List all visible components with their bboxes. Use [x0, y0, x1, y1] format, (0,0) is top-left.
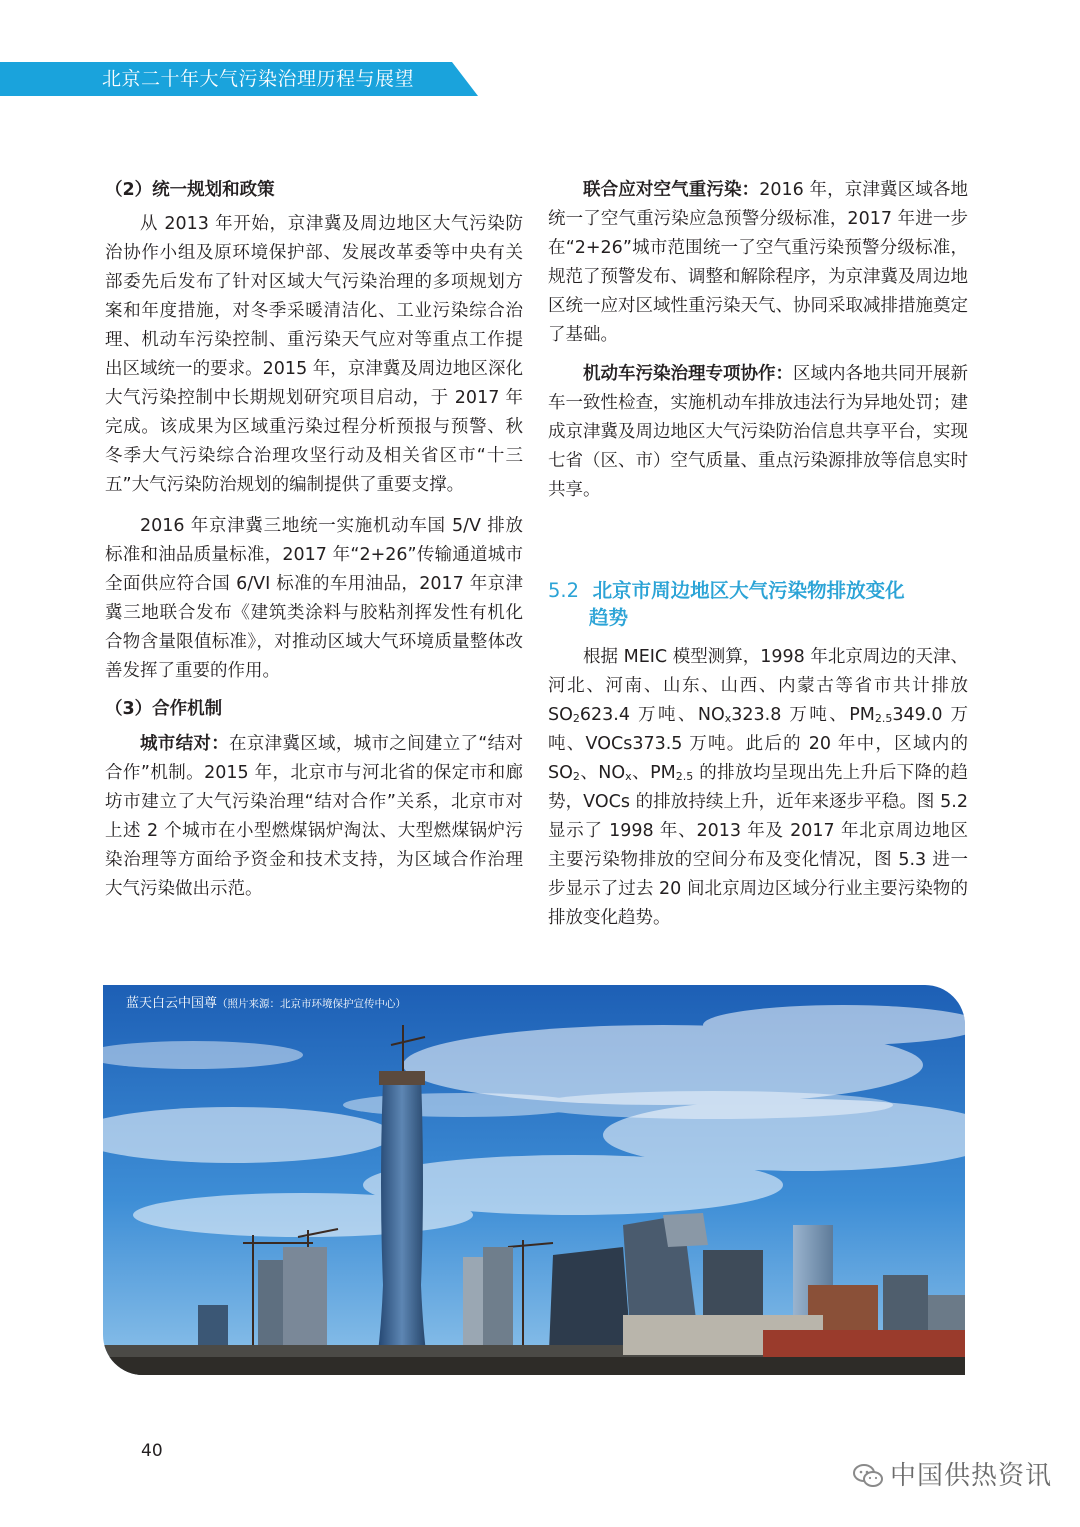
- skyline-photo: [103, 985, 965, 1375]
- watermark-text: 中国供热资讯: [890, 1461, 1053, 1491]
- paragraph-body: 区域内各地共同开展新车一致性检查，实施机动车排放违法行为异地处罚；建成京津冀及周边地区大气污染防治信息共享平台，实现七省（区、市）空气质量、重点污染源排放等信息实时共享。: [548, 364, 968, 500]
- paragraph-lead: 联合应对空气重污染：: [583, 180, 760, 200]
- subscript: x: [724, 712, 732, 725]
- text-run: 349.0 万吨、VOCs373.5 万吨。此后的 20 年中，区域内的 SO: [548, 705, 968, 783]
- paragraph-body: 2016 年，京津冀区域各地统一了空气重污染应急预警分级标准，2017 年进一步在“2+26”城市范围统一了空气重污染预警分级标准，规范了预警发布、调整和解除程序，为京津冀及周边地区统一应对区域性重污染天气、协同采取减排措施奠定了基础。: [548, 180, 968, 345]
- paragraph: [548, 176, 968, 350]
- section-heading: [548, 577, 968, 604]
- subscript: 2: [572, 712, 580, 725]
- text-run: 根据 MEIC 模型测算，1998 年北京周边的天津、河北、河南、山东、山西、内蒙古等省市共计排放 SO: [548, 647, 968, 725]
- watermark: [852, 1460, 1052, 1492]
- text-run: 、NO: [579, 763, 626, 783]
- text-run: 623.4 万吨、NO: [579, 705, 725, 725]
- subscript: 2: [572, 770, 580, 783]
- subscript: x: [625, 770, 632, 783]
- caption-source: （照片来源：北京市环境保护宣传中心）: [217, 998, 407, 1010]
- photo-caption: [126, 995, 406, 1013]
- section-title: 北京市周边地区大气污染物排放变化: [592, 579, 905, 602]
- page-number: 40: [141, 1441, 163, 1461]
- left-column: [105, 176, 523, 904]
- wechat-icon: [852, 1463, 884, 1489]
- skyline-illustration: [103, 985, 965, 1375]
- right-column: [548, 176, 968, 933]
- paragraph: 2016 年京津冀三地统一实施机动车国 5/V 排放标准和油品质量标准，2017 年“2+26”传输通道城市全面供应符合国 6/VI 标准的车用油品，2017 年京津冀三地联合发布《建筑类涂料与胶粘剂挥发性有机化合物含量限值标准》，对推动区域大气环境质量整体改善发挥了重要的作用。: [105, 516, 523, 681]
- caption-title: 蓝天白云中国尊: [126, 996, 218, 1011]
- paragraph: [548, 643, 968, 933]
- paragraph: 从 2013 年开始，京津冀及周边地区大气污染防治协作小组及原环境保护部、发展改革委等中央有关部委先后发布了针对区域大气污染治理的多项规划方案和年度措施，对冬季采暖清洁化、工业污染综合治理、机动车污染控制、重污染天气应对等重点工作提出区域统一的要求。2015 年，京津冀及周边地区深化大气污染控制中长期规划研究项目启动，于 2017 年完成。该成果为区域重污染过程分析预报与预警、秋冬季大气污染综合治理攻坚行动及相关省区市“十三五”大气污染防治规划的编制提供了重要支撑。: [105, 214, 523, 495]
- subscript: 2.5: [874, 712, 893, 725]
- text-run: 323.8 万吨、PM: [731, 705, 875, 725]
- subsection-title-unified-planning: （2）统一规划和政策: [105, 180, 275, 200]
- header-title: 北京二十年大气污染治理历程与展望: [102, 68, 415, 90]
- paragraph-lead: 机动车污染治理专项协作：: [583, 364, 793, 384]
- section-heading-continued: 趋势: [589, 606, 629, 629]
- paragraph-body: 在京津冀区域，城市之间建立了“结对合作”机制。2015 年，北京市与河北省的保定市和廊坊市建立了大气污染治理“结对合作”关系，北京市对上述 2 个城市在小型燃煤锅炉淘汰、大型燃煤锅炉污染治理等方面给予资金和技术支持，为区域合作治理大气污染做出示范。: [105, 734, 523, 899]
- subscript: 2.5: [675, 770, 694, 783]
- subsection-title-cooperation: （3）合作机制: [105, 699, 223, 719]
- section-number: 5.2: [548, 579, 580, 602]
- text-run: 的排放均呈现出先上升后下降的趋势，VOCs 的排放持续上升，近年来逐步平稳。图 5.2 显示了 1998 年、2013 年及 2017 年北京周边地区主要污染物排放的空间分布及变化情况，图 5.3 进一步显示了过去 20 间北京周边区域分行业主要污染物的排放变化趋势。: [548, 763, 968, 928]
- text-run: 、PM: [631, 763, 676, 783]
- paragraph: [105, 730, 523, 904]
- paragraph-lead: 城市结对：: [140, 734, 230, 754]
- paragraph: [548, 360, 968, 505]
